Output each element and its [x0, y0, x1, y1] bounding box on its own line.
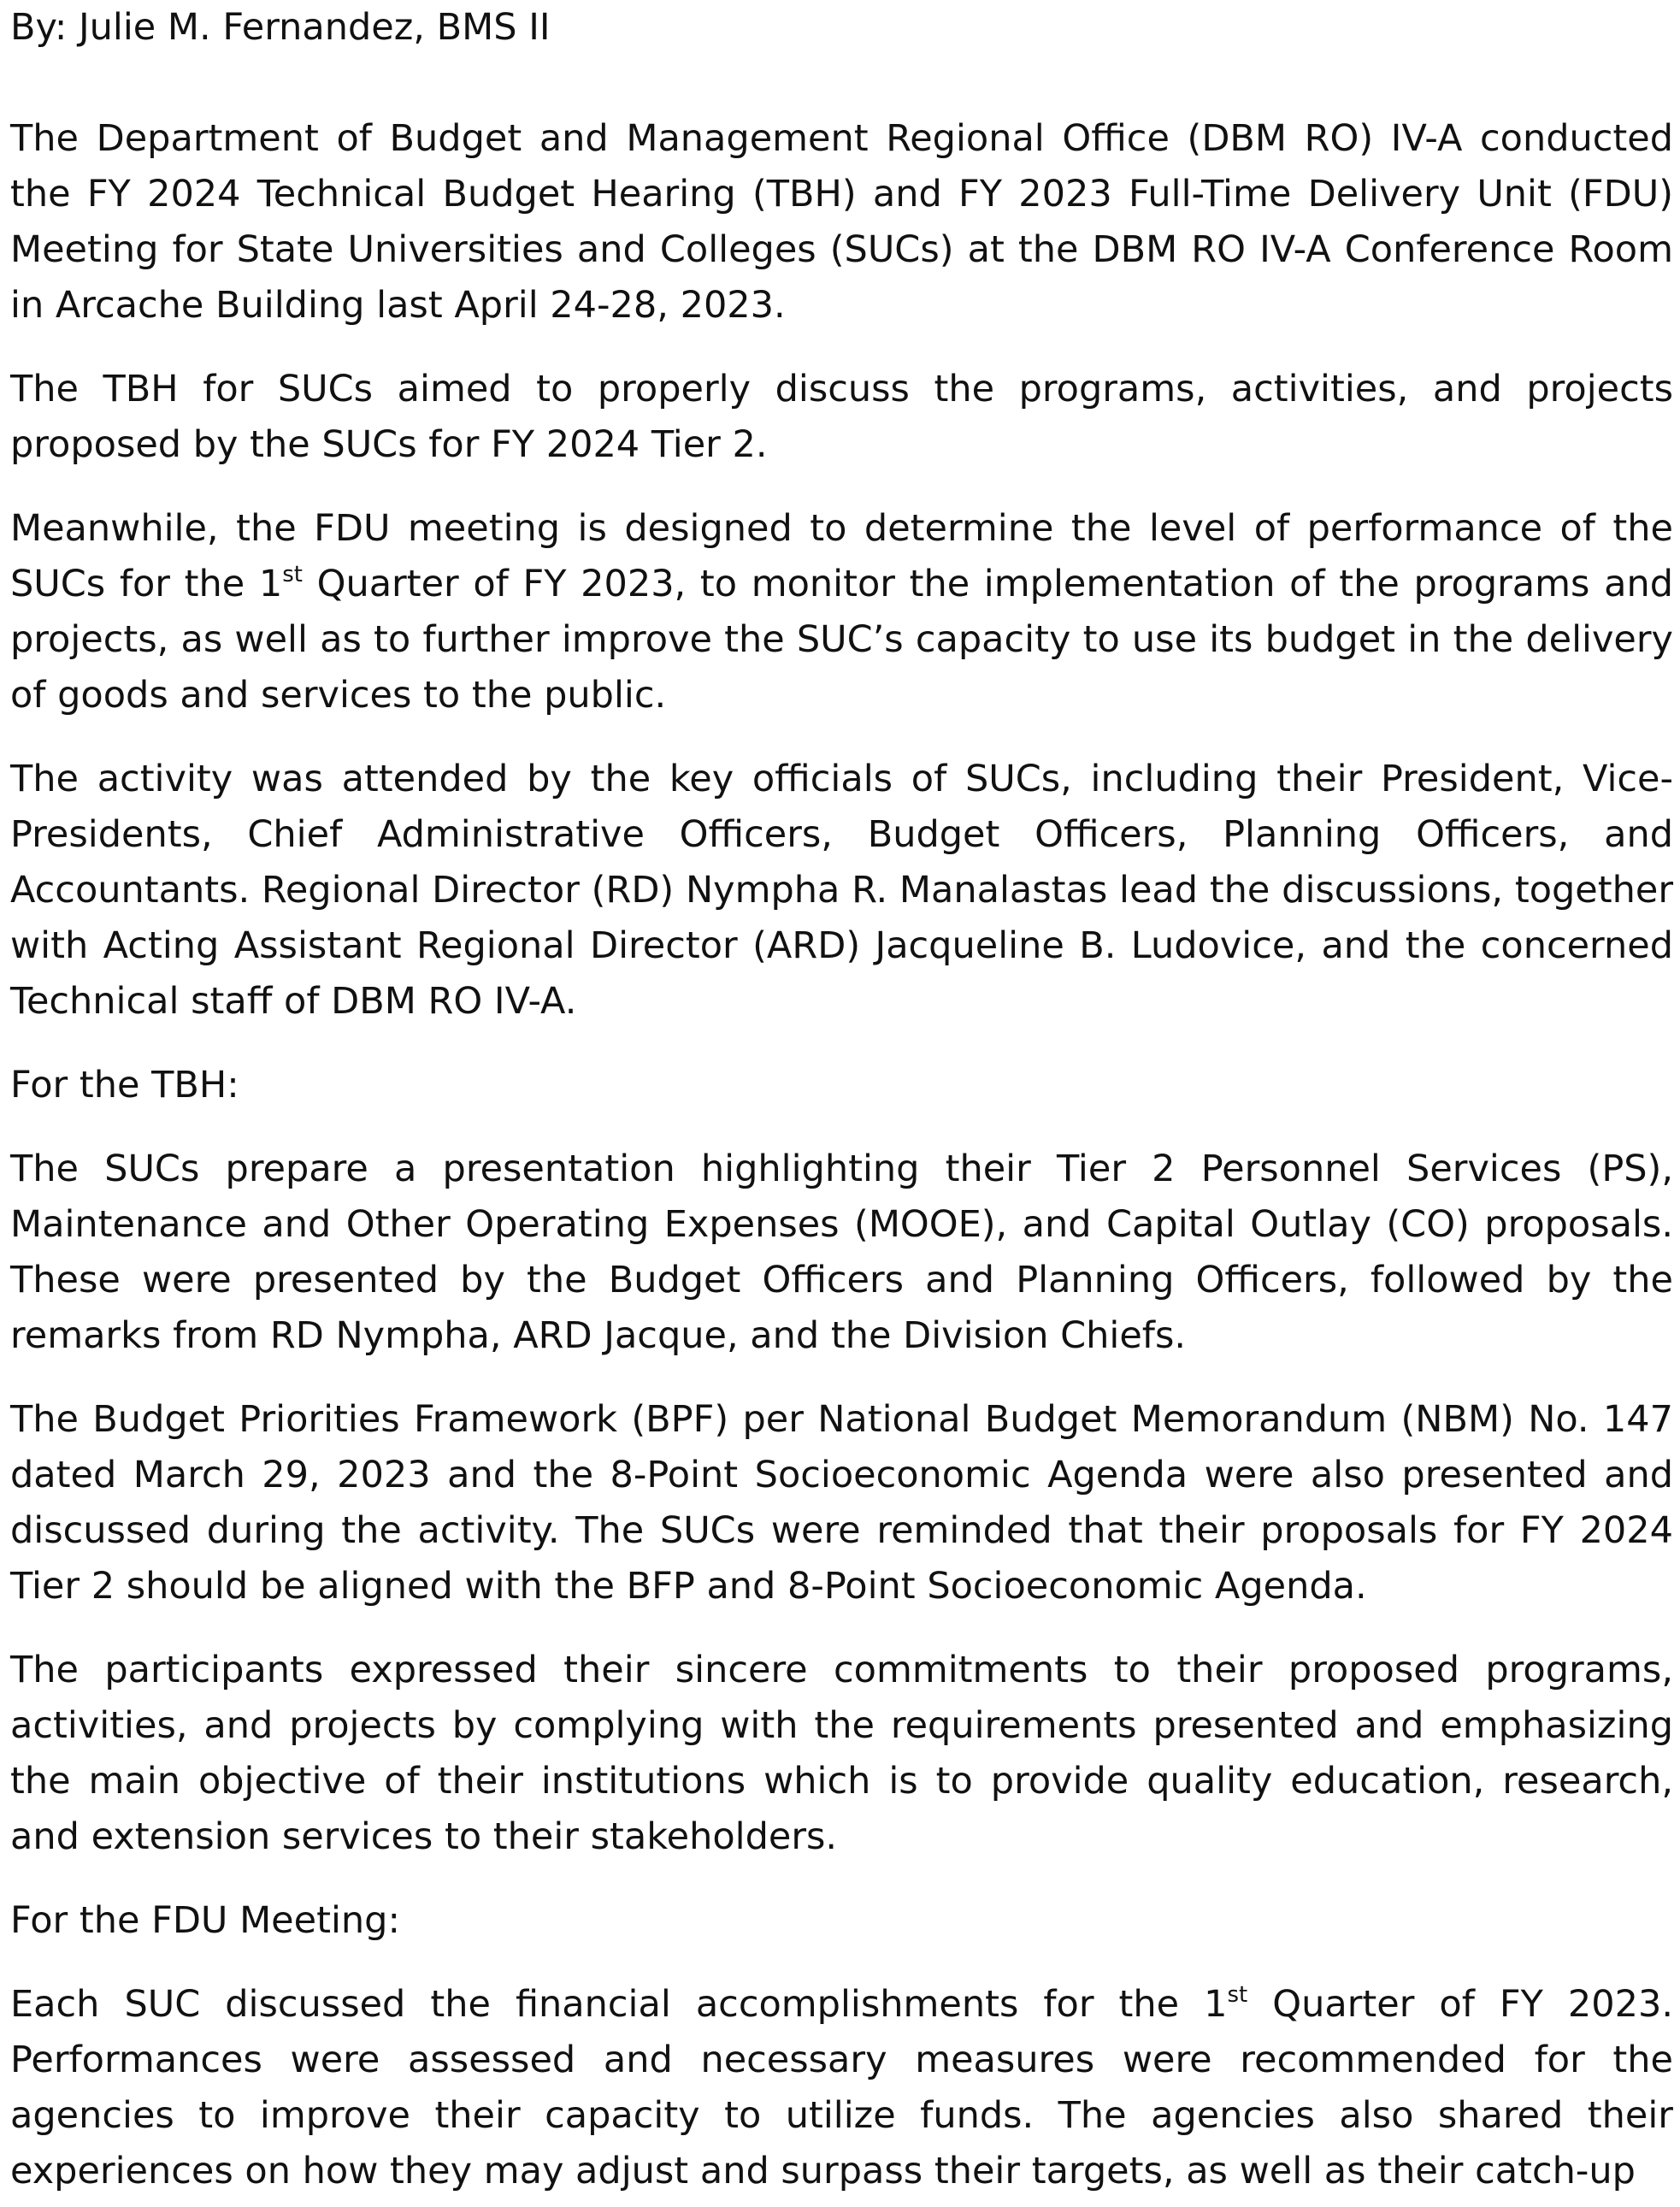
heading-for-fdu: For the FDU Meeting: [10, 1899, 400, 1942]
paragraph-attendees: The activity was attended by the key officials of SUCs, including their President, Vice-Presidents, Chief Administrative Officers, Budget Officers, Planning Officers, and Accountants. Regional Director (RD) Nympha R. Manalastas lead the discussions, together with Acting Assistant Regional Director (ARD) Jacqueline B. Ludovice, and the concerned Technical staff of DBM RO IV-A. [10, 758, 1673, 1023]
paragraph-tbh-aim: The TBH for SUCs aimed to properly discuss the programs, activities, and projects proposed by the SUCs for FY 2024 Tier 2. [10, 368, 1673, 466]
paragraph-presentations: The SUCs prepare a presentation highlighting their Tier 2 Personnel Services (PS), Maintenance and Other Operating Expenses (MOOE), and Capital Outlay (CO) proposals. These were presented by the Budget Officers and Planning Officers, followed by the remarks from RD Nympha, ARD Jacque, and the Division Chiefs. [10, 1148, 1673, 1357]
ordinal-suffix: st [282, 562, 303, 587]
paragraph-fdu-purpose-end: Quarter of FY 2023, to monitor the implementation of the programs and projects, as well as to further improve the SUC’s capacity to use its budget in the delivery of goods and services to the public. [10, 563, 1673, 717]
document-page [10, 0, 1673, 2199]
ordinal-suffix: st [1227, 1982, 1248, 2008]
paragraph-commitments: The participants expressed their sincere commitments to their proposed programs, activities, and projects by complying with the requirements presented and emphasizing the main objective of their institutions which is to provide quality education, research, and extension services to their stakeholders. [10, 1649, 1673, 1858]
paragraph-fdu-accomplishments [10, 1977, 1673, 2199]
byline: By: Julie M. Fernandez, BMS II [10, 6, 551, 49]
paragraph-fdu-accomplishments-start: Each SUC discussed the financial accomplishments for the 1 [10, 1983, 1228, 2026]
heading-for-tbh: For the TBH: [10, 1064, 239, 1106]
paragraph-intro: The Department of Budget and Management Regional Office (DBM RO) IV-A conducted the FY 2024 Technical Budget Hearing (TBH) and FY 2023 Full-Time Delivery Unit (FDU) Meeting for State Universities and Colleges (SUCs) at the DBM RO IV-A Conference Room in Arcache Building last April 24-28, 2023. [10, 117, 1673, 327]
paragraph-fdu-accomplishments-end: Quarter of FY 2023. Performances were assessed and necessary measures were recommended for the agencies to improve their capacity to utilize funds. The agencies also shared their experiences on how they may adjust and surpass their targets, as well as their catch-up [10, 1983, 1674, 2192]
paragraph-fdu-purpose-start: Meanwhile, the FDU meeting is designed to determine the level of performance of the SUCs for the 1 [10, 507, 1673, 605]
paragraph-fdu-purpose [10, 501, 1673, 723]
paragraph-bpf: The Budget Priorities Framework (BPF) per National Budget Memorandum (NBM) No. 147 dated March 29, 2023 and the 8-Point Socioeconomic Agenda were also presented and discussed during the activity. The SUCs were reminded that their proposals for FY 2024 Tier 2 should be aligned with the BFP and 8-Point Socioeconomic Agenda. [10, 1398, 1673, 1608]
